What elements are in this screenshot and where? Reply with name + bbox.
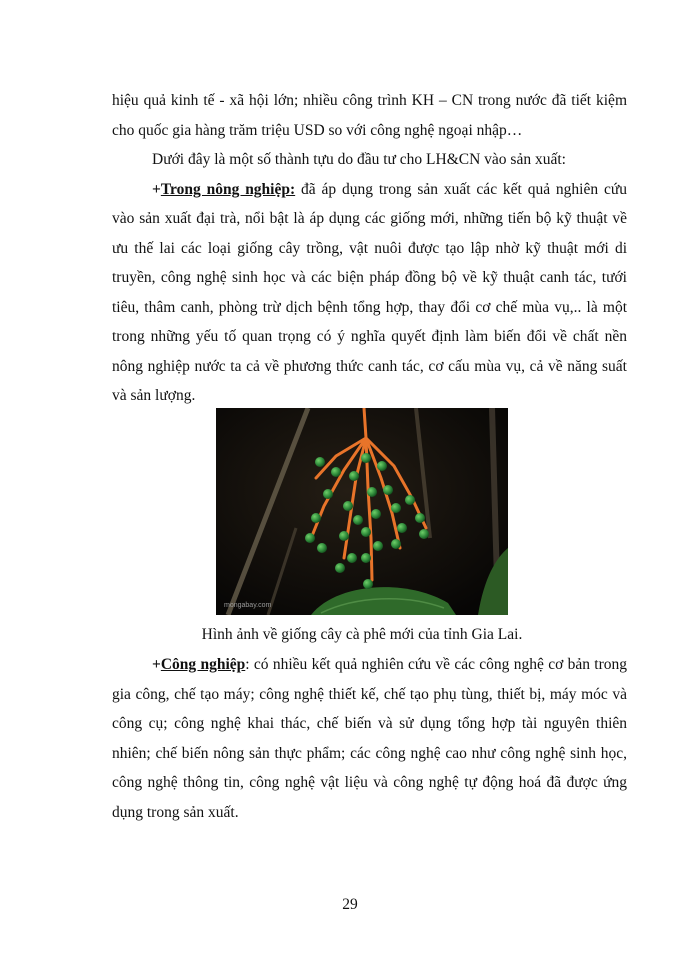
section-heading-agriculture: Trong nông nghiệp: <box>160 180 296 198</box>
paragraph-continuation: hiệu quả kinh tế - xã hội lớn; nhiều công trình KH – CN trong nước đã tiết kiệm cho quốc gia hàng trăm triệu USD so với công nghệ ngoại nhập… <box>112 92 627 139</box>
paragraph-industry-body: : có nhiều kết quả nghiên cứu về các công nghệ cơ bản trong gia công, chế tạo máy; công nghệ thiết kế, chế tạo phụ tùng, thiết bị, máy móc và công cụ; công nghệ khai thác, chế biến và sử dụng tổng hợp tài nguyên thiên nhiên; chế biến nông sản thực phẩm; các công nghệ cao như công nghệ sinh học, công nghệ thông tin, công nghệ vật liệu và công nghệ tự động hoá đã được ứng dụng trong sản xuất. <box>112 656 627 821</box>
photo-watermark: mongabay.com <box>224 602 272 609</box>
paragraph-agriculture <box>112 175 627 411</box>
plus-marker: + <box>152 180 161 198</box>
text-block-bottom <box>112 650 627 827</box>
paragraph-agriculture-body: đã áp dụng trong sản xuất các kết quả nghiên cứu vào sản xuất đại trà, nổi bật là áp dụng các giống mới, những tiến bộ kỹ thuật về ưu thế lai các loại giống cây trồng, vật nuôi được tạo lập nhờ kỹ thuật mới di truyền, công nghệ sinh học và các biện pháp đồng bộ về kỹ thuật canh tác, tưới tiêu, thâm canh, phòng trừ dịch bệnh tổng hợp, thay đổi cơ chế mùa vụ,.. là một trong những yếu tố quan trọng có ý nghĩa quyết định làm biến đổi về chất nền nông nghiệp nước ta cả về phương thức canh tác, cơ cấu mùa vụ, cả về năng suất và sản lượng. <box>112 180 627 404</box>
text-block-top <box>112 86 627 411</box>
section-heading-industry: Công nghiệp <box>160 656 246 673</box>
plus-marker: + <box>152 656 161 673</box>
paragraph-intro: Dưới đây là một số thành tựu do đầu tư cho LH&CN vào sản xuất: <box>152 151 566 168</box>
page-number: 29 <box>342 896 358 913</box>
coffee-plant-photo <box>216 408 508 615</box>
coffee-plant-illustration <box>216 408 508 615</box>
paragraph-industry <box>112 650 627 827</box>
figure-caption: Hình ảnh về giống cây cà phê mới của tỉnh Gia Lai. <box>201 626 523 643</box>
